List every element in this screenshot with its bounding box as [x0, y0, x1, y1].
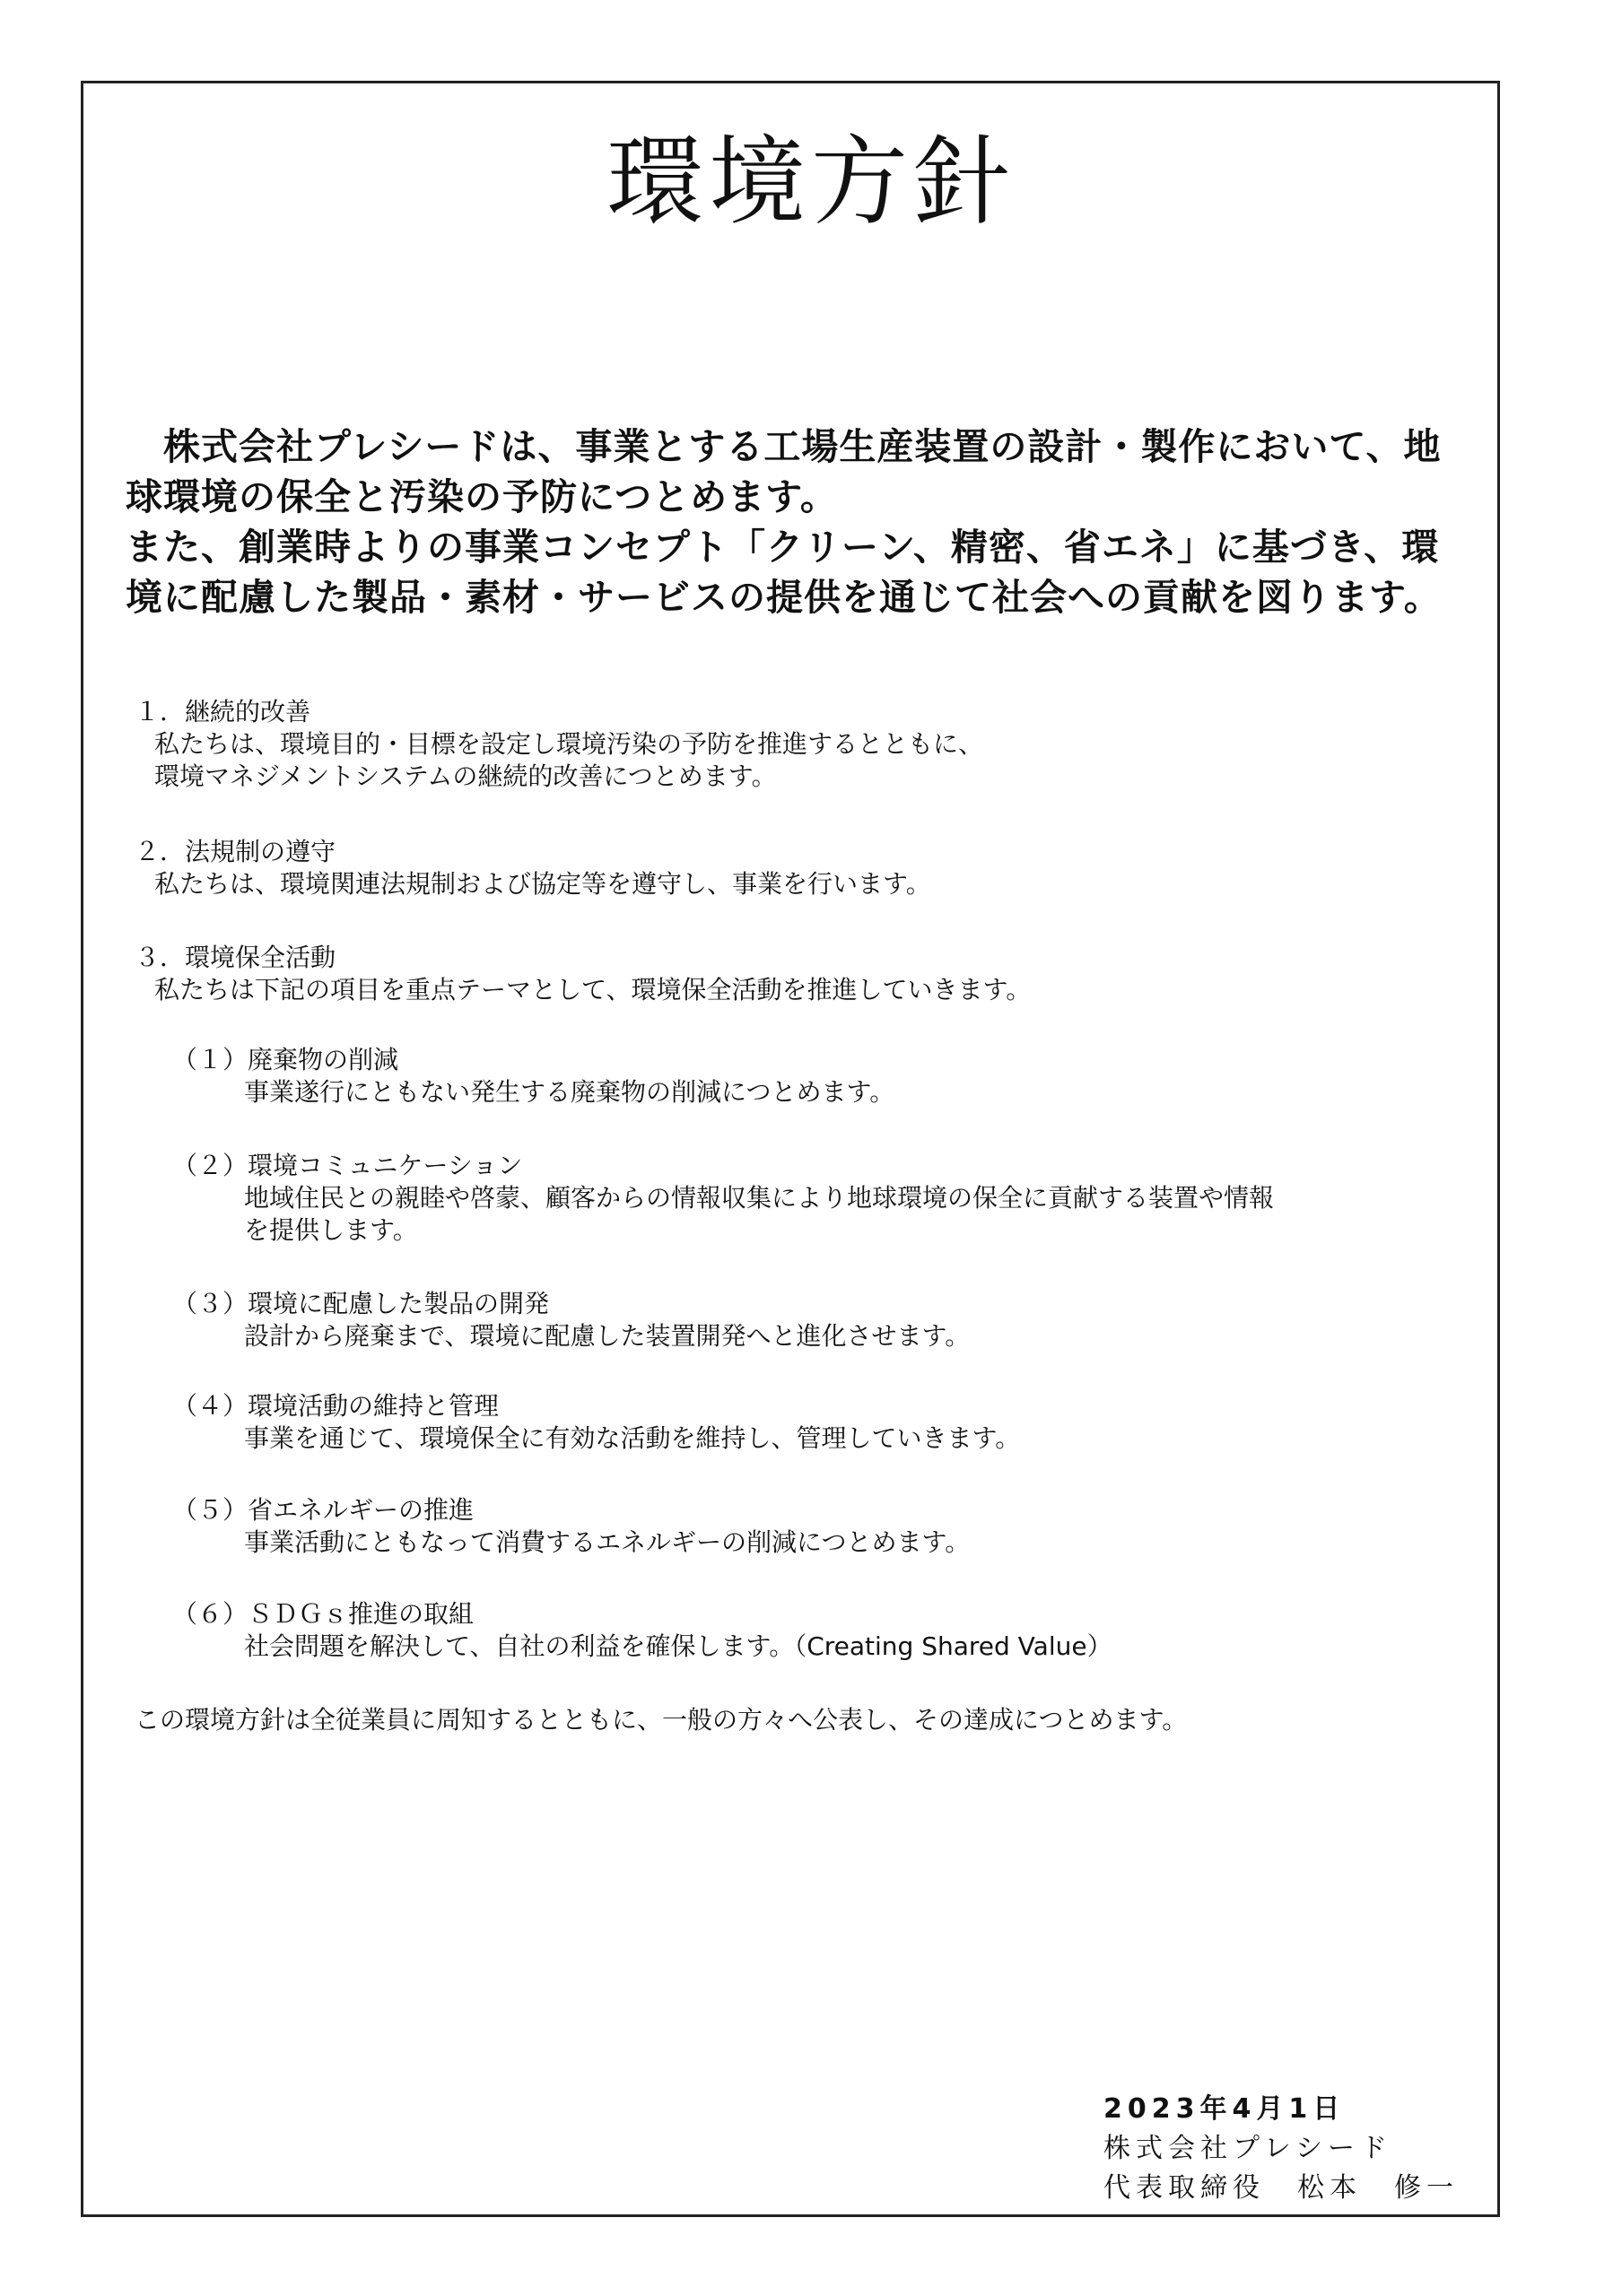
subitem-sdgs — [172, 1598, 1464, 1663]
subitem-heading: （２）環境コミュニケーション — [172, 1151, 523, 1180]
subitem-heading: （４）環境活動の維持と管理 — [172, 1391, 500, 1421]
subitem-body: 事業活動にともなって消費するエネルギーの削減につとめます。 — [244, 1527, 971, 1557]
subitem-heading: （５）省エネルギーの推進 — [172, 1495, 475, 1525]
closing-statement: この環境方針は全従業員に周知するとともに、一般の方々へ公表し、その達成につとめます。 — [135, 1705, 1188, 1735]
subitem-heading: （３）環境に配慮した製品の開発 — [172, 1289, 550, 1318]
signature-block — [1103, 2090, 1459, 2208]
section-heading: １．継続的改善 — [135, 697, 311, 726]
signature-date: 2023年4月1日 — [1103, 2093, 1346, 2125]
section-body: 私たちは下記の項目を重点テーマとして、環境保全活動を推進していきます。 — [154, 975, 1032, 1004]
subitem-body: 事業遂行にともない発生する廃棄物の削減につとめます。 — [244, 1077, 895, 1107]
subitem-waste-reduction — [172, 1044, 1464, 1109]
intro-line: 球環境の保全と汚染の予防につとめます。 — [126, 475, 838, 518]
subitem-body: 社会問題を解決して、自社の利益を確保します。（Creating Shared Value） — [244, 1631, 1112, 1661]
section-heading: ３．環境保全活動 — [135, 943, 336, 972]
section-body: 私たちは、環境関連法規制および協定等を遵守し、事業を行います。 — [154, 869, 931, 899]
subitem-maintenance — [172, 1390, 1464, 1455]
intro-statement — [126, 422, 1489, 622]
subitem-body: 地域住民との親睦や啓蒙、顧客からの情報収集により地球環境の保全に貢献する装置や情報 — [244, 1183, 1275, 1213]
signature-representative: 代表取締役 松本 修一 — [1103, 2172, 1459, 2204]
intro-line: 株式会社プレシードは、事業とする工場生産装置の設計・製作において、地 — [163, 425, 1442, 468]
subitem-body: 設計から廃棄まで、環境に配慮した装置開発へと進化させます。 — [244, 1321, 971, 1351]
signature-company: 株式会社プレシード — [1103, 2133, 1393, 2164]
page-title: 環境方針 — [606, 126, 1016, 239]
section-environmental-activities — [135, 942, 1480, 1006]
section-body: 環境マネジメントシステムの継続的改善につとめます。 — [154, 761, 777, 791]
document-frame — [81, 81, 1500, 2217]
subitem-body: 事業を通じて、環境保全に有効な活動を維持し、管理していきます。 — [244, 1423, 1021, 1453]
section-continuous-improvement — [135, 696, 1480, 793]
subitem-communication — [172, 1150, 1464, 1247]
intro-line: また、創業時よりの事業コンセプト「クリーン、精密、省エネ」に基づき、環 — [126, 526, 1440, 569]
subitem-heading: （６）ＳＤＧｓ推進の取組 — [172, 1599, 475, 1629]
subitem-heading: （１）廃棄物の削減 — [172, 1045, 399, 1074]
subitem-body: を提供します。 — [244, 1215, 418, 1245]
subitem-energy-saving — [172, 1494, 1464, 1559]
intro-line: 境に配慮した製品・素材・サービスの提供を通じて社会への貢献を図ります。 — [126, 576, 1442, 619]
section-compliance — [135, 836, 1480, 900]
section-heading: ２．法規制の遵守 — [135, 837, 336, 866]
section-body: 私たちは、環境目的・目標を設定し環境汚染の予防を推進するとともに、 — [154, 729, 984, 759]
subitem-eco-products — [172, 1288, 1464, 1352]
